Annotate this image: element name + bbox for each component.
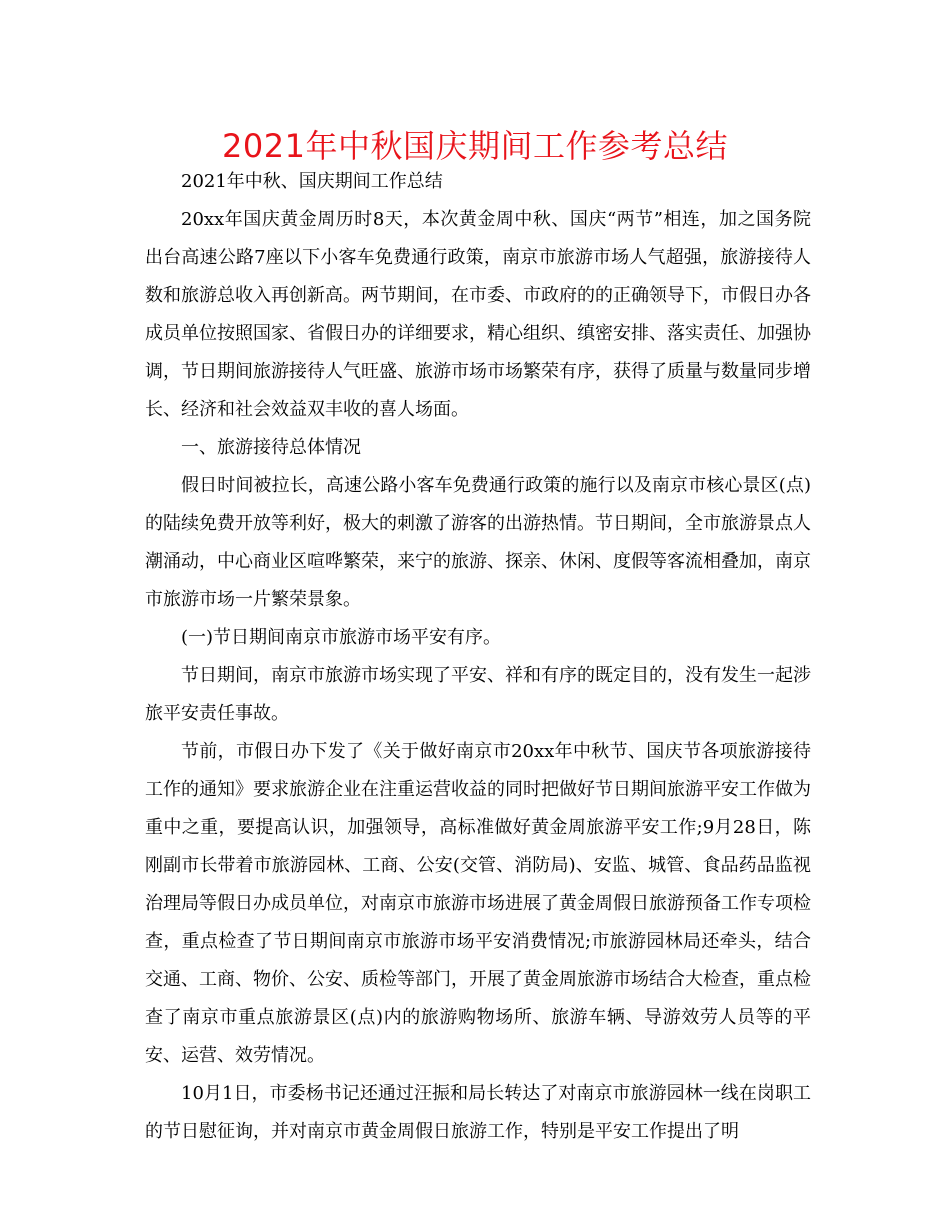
paragraph-october-first: 10月1日，市委杨书记还通过汪振和局长转达了对南京市旅游园林一线在岗职工的节日慰征询，并对南京市黄金周假日旅游工作，特别是平安工作提出了明 xyxy=(145,1083,811,1142)
subsection-heading-1: (一)节日期间南京市旅游市场平安有序。 xyxy=(181,627,502,648)
paragraph-intro: 20xx年国庆黄金周历时8天，本次黄金周中秋、国庆“两节”相连，加之国务院出台高速公路7座以下小客车免费通行政策，南京市旅游市场人气超强，旅游接待人数和旅游总收入再创新高。两节期间，在市委、市政府的的正确领导下，市假日办各成员单位按照国家、省假日办的详细要求，精心组织、缜密安排、落实责任、加强协调，节日期间旅游接待人气旺盛、旅游市场市场繁荣有序，获得了质量与数量同步增长、经济和社会效益双丰收的喜人场面。 xyxy=(145,209,811,420)
document-body xyxy=(145,163,811,1151)
paragraph-safety: 节日期间，南京市旅游市场实现了平安、祥和有序的既定目的，没有发生一起涉旅平安责任事故。 xyxy=(145,665,811,724)
paragraph-overview: 假日时间被拉长，高速公路小客车免费通行政策的施行以及南京市核心景区(点)的陆续免费开放等利好，极大的刺激了游客的出游热情。节日期间，全市旅游景点人潮涌动，中心商业区喧哗繁荣，来宁的旅游、探亲、休闲、度假等客流相叠加，南京市旅游市场一片繁荣景象。 xyxy=(145,475,811,610)
document-title: 2021年中秋国庆期间工作参考总结 xyxy=(222,127,728,165)
paragraph-preparation: 节前，市假日办下发了《关于做好南京市20xx年中秋节、国庆节各项旅游接待工作的通知》要求旅游企业在注重运营收益的同时把做好节日期间旅游平安工作做为重中之重，要提高认识，加强领导，高标准做好黄金周旅游平安工作;9月28日，陈刚副市长带着市旅游园林、工商、公安(交管、消防局)、安监、城管、食品药品监视治理局等假日办成员单位，对南京市旅游市场进展了黄金周假日旅游预备工作专项检查，重点检查了节日期间南京市旅游市场平安消费情况;市旅游园林局还牵头，结合交通、工商、物价、公安、质检等部门，开展了黄金周旅游市场结合大检查，重点检查了南京市重点旅游景区(点)内的旅游购物场所、旅游车辆、导游效劳人员等的平安、运营、效劳情况。 xyxy=(145,741,811,1066)
paragraph-subtitle: 2021年中秋、国庆期间工作总结 xyxy=(181,171,443,192)
section-heading-1: 一、旅游接待总体情况 xyxy=(181,437,361,458)
